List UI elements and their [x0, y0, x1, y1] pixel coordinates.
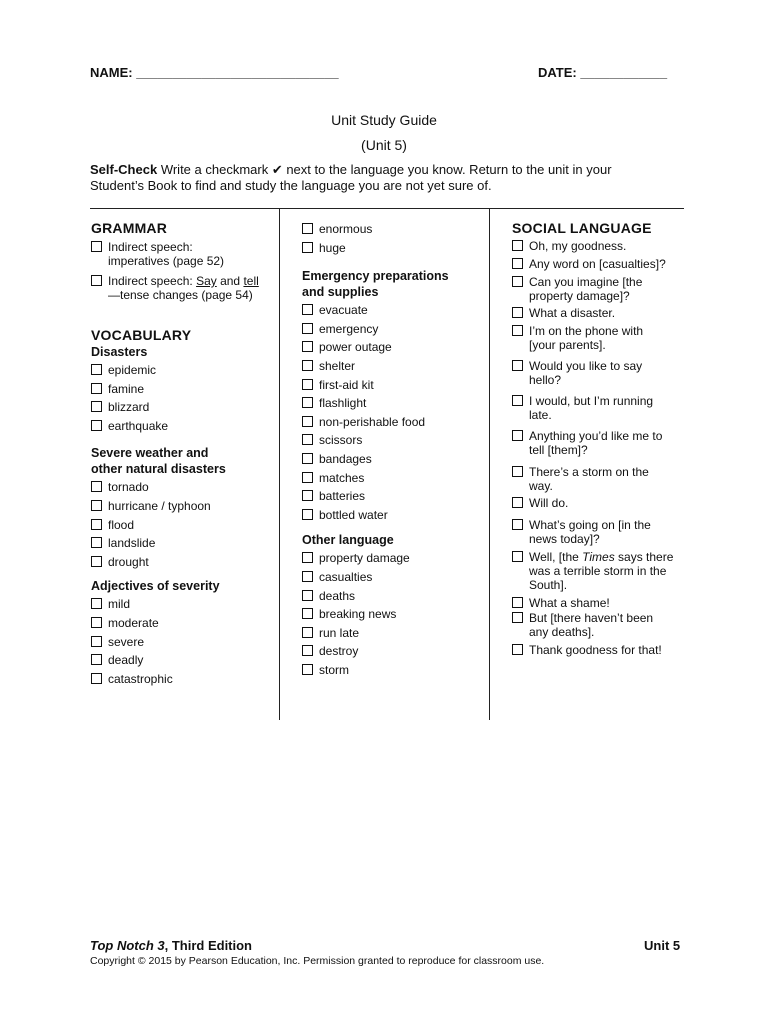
instructions-line-1: Write a checkmark ✔ next to the language you know. Return to the unit in your: [157, 162, 612, 177]
checklist-item[interactable]: [302, 378, 486, 397]
footer-unit: Unit 5: [644, 938, 681, 953]
item-label: flood: [108, 517, 135, 532]
item-label: I’m on the phone with: [529, 324, 644, 338]
checklist-item[interactable]: [512, 465, 690, 493]
checklist-item[interactable]: [91, 382, 276, 401]
checkbox[interactable]: [302, 434, 313, 445]
checkbox[interactable]: [91, 617, 102, 628]
checkbox[interactable]: [512, 276, 523, 287]
book-edition: , Third Edition: [164, 938, 253, 953]
checkbox[interactable]: [302, 416, 313, 427]
disasters-heading: Disasters: [91, 345, 148, 359]
checkbox[interactable]: [512, 644, 523, 655]
item-label: bandages: [319, 451, 372, 466]
item-label: Well, [the: [529, 550, 583, 564]
checklist-item[interactable]: [512, 550, 690, 592]
column-supplies-other: [302, 222, 486, 681]
item-label: Would you like to say: [529, 359, 643, 373]
footer-book-title: [90, 938, 252, 953]
item-label: matches: [319, 470, 365, 485]
checklist-item[interactable]: [302, 433, 486, 452]
checklist-item[interactable]: [302, 570, 486, 589]
item-label: casualties: [319, 569, 373, 584]
social-language-heading: SOCIAL LANGUAGE: [512, 220, 652, 236]
item-label-cont: tell [them]?: [529, 443, 588, 457]
checkbox[interactable]: [91, 401, 102, 412]
item-label: earthquake: [108, 418, 169, 433]
checkbox[interactable]: [302, 242, 313, 253]
checkbox[interactable]: [302, 509, 313, 520]
column-social-language: [512, 214, 690, 657]
severe-heading-line-2: other natural disasters: [91, 462, 226, 477]
item-label: emergency: [319, 321, 379, 336]
checkbox[interactable]: [512, 551, 523, 562]
item-label: evacuate: [319, 303, 368, 318]
checkbox[interactable]: [302, 627, 313, 638]
checklist-item[interactable]: [302, 396, 486, 415]
checklist-item[interactable]: [302, 303, 486, 322]
checkbox[interactable]: [512, 325, 523, 336]
item-label: huge: [319, 240, 346, 255]
checklist-item[interactable]: [512, 239, 690, 253]
checklist-item[interactable]: [302, 489, 486, 508]
item-label: catastrophic: [108, 671, 173, 686]
item-label: drought: [108, 554, 149, 569]
checkbox[interactable]: [302, 552, 313, 563]
item-label: landslide: [108, 536, 156, 551]
item-label: storm: [319, 662, 349, 677]
checklist-item[interactable]: [512, 611, 690, 639]
self-check-label: Self-Check: [90, 162, 158, 177]
checklist-item[interactable]: [512, 275, 690, 303]
checkbox[interactable]: [302, 664, 313, 675]
item-label-cont: imperatives (page 52): [108, 254, 225, 268]
checkbox[interactable]: [512, 519, 523, 530]
checkbox[interactable]: [512, 597, 523, 608]
item-label: scissors: [319, 433, 363, 448]
checklist-item[interactable]: [302, 663, 486, 682]
checklist-item[interactable]: [302, 551, 486, 570]
instructions-line-2: Student’s Book to find and study the language you are not yet sure of.: [90, 178, 492, 193]
copyright-notice: Copyright © 2015 by Pearson Education, Inc. Permission granted to reproduce for classroom use.: [90, 955, 545, 967]
checklist-item[interactable]: [512, 429, 690, 457]
checklist-item[interactable]: [512, 596, 690, 610]
checklist-item[interactable]: [512, 306, 690, 320]
checklist-item[interactable]: [91, 635, 276, 654]
checklist-item[interactable]: [302, 471, 486, 490]
item-label: But [there haven’t been: [529, 611, 654, 625]
checkbox[interactable]: [91, 673, 102, 684]
checkbox[interactable]: [302, 453, 313, 464]
checklist-item[interactable]: [91, 616, 276, 635]
date-field-label: DATE: ____________: [538, 65, 668, 80]
item-label-cont: was a terrible storm in the: [529, 564, 667, 578]
checkbox[interactable]: [302, 472, 313, 483]
item-label: What a shame!: [529, 596, 610, 610]
item-label: non-perishable food: [319, 414, 426, 429]
item-label: enormous: [319, 222, 373, 236]
checklist-item[interactable]: [302, 322, 486, 341]
item-label: What’s going on [in the: [529, 518, 651, 532]
checkbox[interactable]: [512, 612, 523, 623]
item-label: property damage: [319, 551, 410, 566]
checkbox[interactable]: [302, 341, 313, 352]
checklist-item[interactable]: [512, 394, 690, 422]
checklist-item[interactable]: [91, 672, 276, 691]
checklist-item[interactable]: [91, 274, 276, 302]
checklist-item[interactable]: [302, 415, 486, 434]
item-label: severe: [108, 634, 145, 649]
book-name: Top Notch 3: [90, 938, 165, 953]
checkbox[interactable]: [512, 395, 523, 406]
item-label: Anything you’d like me to: [529, 429, 663, 443]
checklist-item[interactable]: [302, 340, 486, 359]
other-language-heading: Other language: [302, 533, 394, 548]
top-adjectives-list: [302, 222, 486, 259]
item-label: Any word on [casualties]?: [529, 257, 666, 271]
item-label: I would, but I’m running: [529, 394, 654, 408]
checkbox[interactable]: [302, 608, 313, 619]
item-label-cont: —tense changes (page 54): [108, 288, 253, 302]
item-label: destroy: [319, 644, 359, 659]
emergency-heading: [302, 268, 486, 300]
checklist-item[interactable]: [91, 363, 276, 382]
checklist-item[interactable]: [512, 496, 690, 510]
checkbox[interactable]: [91, 519, 102, 530]
column-grammar-vocabulary: [91, 214, 276, 690]
item-label: Oh, my goodness.: [529, 239, 627, 253]
item-label-cont: news today]?: [529, 532, 600, 546]
checkbox[interactable]: [91, 241, 102, 252]
checkbox[interactable]: [512, 240, 523, 251]
checkbox[interactable]: [512, 360, 523, 371]
checklist-item[interactable]: [302, 359, 486, 378]
adjectives-heading: Adjectives of severity: [91, 579, 220, 594]
column-divider-2: [489, 208, 490, 720]
item-label: run late: [319, 625, 360, 640]
item-label: tornado: [108, 480, 149, 495]
grammar-heading: GRAMMAR: [91, 220, 168, 236]
item-label: flashlight: [319, 396, 367, 411]
item-label: deadly: [108, 653, 144, 668]
item-label-cont: property damage]?: [529, 289, 630, 303]
checklist-item[interactable]: [91, 653, 276, 672]
checklist-item[interactable]: [91, 555, 276, 574]
checkbox[interactable]: [512, 466, 523, 477]
checklist-item[interactable]: [91, 518, 276, 537]
other-language-list: [302, 551, 486, 681]
checkbox[interactable]: [91, 420, 102, 431]
page-title: Unit Study Guide: [331, 112, 437, 128]
vocabulary-heading: VOCABULARY: [91, 327, 192, 343]
checklist-item[interactable]: [512, 643, 690, 657]
item-label: batteries: [319, 489, 366, 504]
checkbox[interactable]: [302, 323, 313, 334]
checkbox[interactable]: [302, 571, 313, 582]
column-divider-1: [279, 208, 280, 720]
emergency-heading-line-2: and supplies: [302, 285, 379, 300]
checklist-item[interactable]: [91, 240, 276, 268]
item-label: What a disaster.: [529, 306, 616, 320]
checkbox[interactable]: [91, 275, 102, 286]
severe-weather-heading: [91, 445, 276, 477]
checkbox[interactable]: [91, 364, 102, 375]
item-label-cont: [your parents].: [529, 338, 606, 352]
item-label-cont: late.: [529, 408, 552, 422]
checklist-item[interactable]: [302, 222, 486, 241]
checkbox[interactable]: [91, 481, 102, 492]
checkbox[interactable]: [91, 383, 102, 394]
and-word: and: [216, 274, 244, 288]
item-label: Can you imagine [the: [529, 275, 643, 289]
checkbox[interactable]: [512, 258, 523, 269]
severe-heading-line-1: Severe weather and: [91, 446, 209, 461]
severe-weather-list: [91, 480, 276, 573]
self-check-instructions: [90, 162, 690, 194]
checkbox[interactable]: [302, 304, 313, 315]
times-word: Times: [582, 550, 615, 564]
item-label: Will do.: [529, 496, 569, 510]
checkbox[interactable]: [302, 379, 313, 390]
checkbox[interactable]: [302, 490, 313, 501]
item-label-cont: way.: [529, 479, 553, 493]
checkbox[interactable]: [512, 497, 523, 508]
checklist-item[interactable]: [512, 324, 690, 352]
disasters-list: [91, 363, 276, 437]
say-word: Say: [196, 274, 217, 288]
checklist-item[interactable]: [91, 597, 276, 616]
checklist-item[interactable]: [302, 589, 486, 608]
checkbox[interactable]: [302, 645, 313, 656]
checklist-item[interactable]: [512, 359, 690, 387]
item-label: bottled water: [319, 507, 388, 522]
checklist-item[interactable]: [91, 536, 276, 555]
page-subtitle: (Unit 5): [361, 137, 407, 153]
item-label: epidemic: [108, 363, 157, 377]
checklist-item[interactable]: [302, 626, 486, 645]
checkbox[interactable]: [91, 500, 102, 511]
checklist-item[interactable]: [302, 644, 486, 663]
checkbox[interactable]: [91, 636, 102, 647]
checkbox[interactable]: [302, 397, 313, 408]
item-label-cont: any deaths].: [529, 625, 595, 639]
item-label: famine: [108, 381, 145, 396]
item-label-cont2: South].: [529, 578, 568, 592]
tell-word: tell: [243, 274, 259, 288]
emergency-list: [302, 303, 486, 526]
item-label: There’s a storm on the: [529, 465, 649, 479]
checklist-item[interactable]: [302, 508, 486, 527]
checklist-item[interactable]: [91, 400, 276, 419]
item-label: moderate: [108, 615, 159, 630]
item-label: breaking news: [319, 607, 397, 622]
item-label: deaths: [319, 588, 356, 603]
item-label: shelter: [319, 358, 356, 373]
name-field-label: NAME: ____________________________: [90, 65, 339, 80]
adjectives-list: [91, 597, 276, 690]
checklist-item[interactable]: [91, 499, 276, 518]
checkbox[interactable]: [302, 590, 313, 601]
checklist-item[interactable]: [302, 241, 486, 260]
checklist-item[interactable]: [512, 518, 690, 546]
checkbox[interactable]: [91, 556, 102, 567]
item-label: power outage: [319, 340, 392, 355]
checkbox[interactable]: [91, 654, 102, 665]
emergency-heading-line-1: Emergency preparations: [302, 269, 449, 284]
checkbox[interactable]: [91, 598, 102, 609]
item-label: first-aid kit: [319, 377, 374, 392]
checkbox[interactable]: [302, 360, 313, 371]
checkbox[interactable]: [512, 307, 523, 318]
checkbox[interactable]: [302, 223, 313, 234]
item-label: blizzard: [108, 400, 150, 415]
item-label: Indirect speech:: [108, 274, 197, 288]
item-label: hurricane / typhoon: [108, 498, 211, 513]
checklist-item[interactable]: [302, 452, 486, 471]
item-label: Indirect speech:: [108, 240, 193, 254]
checklist-item[interactable]: [91, 480, 276, 499]
checklist-item[interactable]: [91, 419, 276, 438]
checkbox[interactable]: [512, 430, 523, 441]
header-divider: [90, 208, 684, 209]
checklist-item[interactable]: [512, 257, 690, 271]
checkbox[interactable]: [91, 537, 102, 548]
item-label-tail: says there: [614, 550, 674, 564]
checklist-item[interactable]: [302, 607, 486, 626]
item-label: mild: [108, 597, 131, 612]
item-label: Thank goodness for that!: [529, 643, 662, 657]
item-label-cont: hello?: [529, 373, 562, 387]
